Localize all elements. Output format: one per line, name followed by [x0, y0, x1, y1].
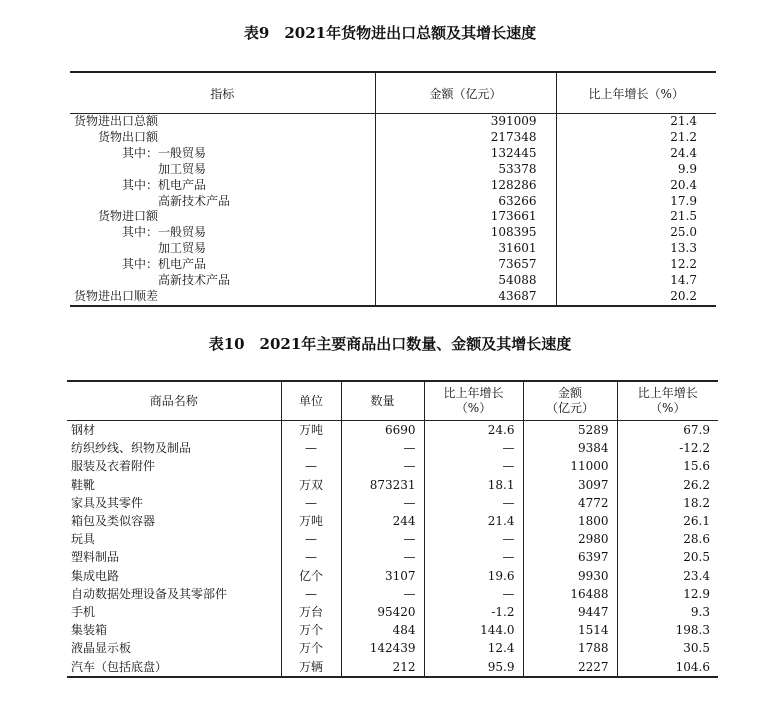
unit-cell: 万个 — [281, 639, 341, 657]
amount-cell: 73657 — [375, 257, 556, 273]
commodity-name-cell: 集装箱 — [67, 621, 281, 639]
quantity-growth-cell: 21.4 — [424, 512, 523, 530]
unit-cell: 万个 — [281, 621, 341, 639]
amount-cell: 2227 — [523, 658, 617, 677]
unit-cell: — — [281, 439, 341, 457]
quantity-growth-cell: 18.1 — [424, 476, 523, 494]
amount-cell: 16488 — [523, 585, 617, 603]
indicator-cell: 货物出口额 — [70, 130, 375, 146]
header-unit: 单位 — [281, 381, 341, 421]
quantity-cell: 212 — [341, 658, 424, 677]
unit-cell: 万台 — [281, 603, 341, 621]
quantity-growth-cell: — — [424, 585, 523, 603]
header-amount-line1: 金额 — [557, 386, 582, 400]
amount-growth-cell: 26.2 — [683, 477, 710, 492]
growth-cell: 24.4 — [670, 145, 697, 160]
table-row — [70, 225, 716, 241]
quantity-cell: 484 — [341, 621, 424, 639]
commodity-name-cell: 塑料制品 — [67, 548, 281, 566]
header-commodity-name: 商品名称 — [67, 381, 281, 421]
commodity-name-cell: 鞋靴 — [67, 476, 281, 494]
table-row — [70, 241, 716, 257]
indicator-cell: 货物进出口顺差 — [70, 289, 375, 306]
table-row — [70, 257, 716, 273]
growth-cell: 21.4 — [670, 114, 697, 128]
amount-cell: 6397 — [523, 548, 617, 566]
table-row — [67, 621, 718, 639]
amount-cell: 1800 — [523, 512, 617, 530]
unit-cell: — — [281, 457, 341, 475]
table-row — [70, 194, 716, 210]
amount-growth-cell: 15.6 — [683, 459, 710, 474]
table-row — [67, 530, 718, 548]
header-quantity: 数量 — [341, 381, 424, 421]
quantity-growth-cell: 24.6 — [424, 421, 523, 440]
header-quantity-growth-line1: 比上年增长 — [443, 386, 504, 400]
amount-growth-cell: 67.9 — [683, 423, 710, 437]
quantity-cell: — — [341, 530, 424, 548]
quantity-cell: 142439 — [341, 639, 424, 657]
quantity-growth-cell: 19.6 — [424, 567, 523, 585]
quantity-cell: — — [341, 585, 424, 603]
indicator-cell: 高新技术产品 — [70, 273, 375, 289]
growth-cell: 14.7 — [670, 273, 697, 288]
amount-growth-cell: -12.2 — [679, 441, 710, 456]
header-indicator: 指标 — [70, 72, 375, 114]
amount-cell: 63266 — [375, 194, 556, 210]
indicator-cell: 其中：机电产品 — [70, 257, 375, 273]
amount-cell: 43687 — [375, 289, 556, 306]
indicator-cell: 加工贸易 — [70, 241, 375, 257]
quantity-growth-cell: — — [424, 494, 523, 512]
quantity-growth-cell: 144.0 — [424, 621, 523, 639]
quantity-cell: 244 — [341, 512, 424, 530]
amount-cell: 217348 — [375, 130, 556, 146]
amount-growth-cell: 198.3 — [675, 623, 710, 638]
quantity-cell: 95420 — [341, 603, 424, 621]
header-amount-line2: （亿元） — [545, 401, 594, 415]
indicator-cell: 其中：机电产品 — [70, 178, 375, 194]
amount-cell: 108395 — [375, 225, 556, 241]
amount-cell: 3097 — [523, 476, 617, 494]
header-quantity-growth — [424, 381, 523, 421]
quantity-cell: 3107 — [341, 567, 424, 585]
growth-cell: 17.9 — [670, 193, 697, 208]
amount-cell: 53378 — [375, 162, 556, 178]
quantity-cell: — — [341, 494, 424, 512]
commodity-name-cell: 钢材 — [67, 421, 281, 440]
growth-cell: 9.9 — [677, 161, 697, 176]
table-row — [67, 476, 718, 494]
amount-cell: 391009 — [375, 114, 556, 130]
commodity-name-cell: 箱包及类似容器 — [67, 512, 281, 530]
amount-growth-cell: 12.9 — [683, 586, 710, 601]
commodity-name-cell: 纺织纱线、织物及制品 — [67, 439, 281, 457]
header-quantity-growth-line2: （%） — [455, 401, 492, 415]
unit-cell: — — [281, 548, 341, 566]
commodity-name-cell: 家具及其零件 — [67, 494, 281, 512]
amount-growth-cell: 20.5 — [683, 550, 710, 565]
growth-cell: 20.2 — [670, 288, 697, 303]
amount-growth-cell: 30.5 — [683, 641, 710, 656]
amount-cell: 5289 — [523, 421, 617, 440]
amount-cell: 9384 — [523, 439, 617, 457]
table-row — [70, 114, 716, 130]
amount-cell: 9447 — [523, 603, 617, 621]
quantity-growth-cell: 12.4 — [424, 639, 523, 657]
amount-cell: 54088 — [375, 273, 556, 289]
quantity-growth-cell: -1.2 — [424, 603, 523, 621]
commodity-name-cell: 手机 — [67, 603, 281, 621]
header-amount-growth — [617, 381, 718, 421]
table-row — [70, 178, 716, 194]
table-row — [67, 548, 718, 566]
quantity-growth-cell: — — [424, 548, 523, 566]
table-row — [67, 421, 718, 440]
growth-cell: 20.4 — [670, 177, 697, 192]
table-row — [67, 603, 718, 621]
table-row — [70, 146, 716, 162]
commodity-name-cell: 自动数据处理设备及其零部件 — [67, 585, 281, 603]
quantity-cell: — — [341, 439, 424, 457]
amount-growth-cell: 28.6 — [683, 532, 710, 547]
table-row — [67, 639, 718, 657]
main-commodity-export-table — [67, 380, 718, 678]
growth-cell: 13.3 — [670, 241, 697, 256]
indicator-cell: 高新技术产品 — [70, 194, 375, 210]
amount-cell: 4772 — [523, 494, 617, 512]
table-row — [70, 162, 716, 178]
table-row — [67, 494, 718, 512]
amount-cell: 128286 — [375, 178, 556, 194]
commodity-name-cell: 液晶显示板 — [67, 639, 281, 657]
growth-cell: 12.2 — [670, 257, 697, 272]
header-amount-growth-line2: （%） — [650, 401, 686, 415]
unit-cell: 万吨 — [281, 512, 341, 530]
unit-cell: — — [281, 585, 341, 603]
quantity-growth-cell: 95.9 — [424, 658, 523, 677]
table-row — [70, 209, 716, 225]
header-amount — [523, 381, 617, 421]
quantity-cell: — — [341, 548, 424, 566]
commodity-name-cell: 汽车（包括底盘） — [67, 658, 281, 677]
amount-growth-cell: 26.1 — [683, 514, 710, 529]
table-row — [67, 658, 718, 677]
quantity-growth-cell: — — [424, 439, 523, 457]
goods-trade-table — [70, 71, 716, 307]
indicator-cell: 其中：一般贸易 — [70, 225, 375, 241]
table10-title: 表10 2021年主要商品出口数量、金额及其增长速度 — [208, 335, 572, 353]
amount-growth-cell: 23.4 — [683, 568, 710, 583]
amount-cell: 11000 — [523, 457, 617, 475]
amount-growth-cell: 104.6 — [675, 659, 710, 674]
commodity-name-cell: 玩具 — [67, 530, 281, 548]
table-row — [67, 567, 718, 585]
indicator-cell: 其中：一般贸易 — [70, 146, 375, 162]
quantity-growth-cell: — — [424, 530, 523, 548]
indicator-cell: 加工贸易 — [70, 162, 375, 178]
indicator-cell: 货物进出口总额 — [70, 114, 375, 130]
header-amount: 金额（亿元） — [375, 72, 556, 114]
amount-cell: 2980 — [523, 530, 617, 548]
table-row — [70, 273, 716, 289]
indicator-cell: 货物进口额 — [70, 209, 375, 225]
unit-cell: — — [281, 530, 341, 548]
table-row — [67, 439, 718, 457]
table-row — [67, 585, 718, 603]
quantity-cell: — — [341, 457, 424, 475]
commodity-name-cell: 集成电路 — [67, 567, 281, 585]
unit-cell: 万双 — [281, 476, 341, 494]
amount-cell: 173661 — [375, 209, 556, 225]
growth-cell: 21.5 — [670, 209, 697, 224]
unit-cell: 万吨 — [281, 421, 341, 440]
growth-cell: 25.0 — [670, 225, 697, 240]
amount-cell: 1788 — [523, 639, 617, 657]
header-growth: 比上年增长（%） — [556, 72, 716, 114]
amount-cell: 1514 — [523, 621, 617, 639]
unit-cell: 亿个 — [281, 567, 341, 585]
amount-cell: 9930 — [523, 567, 617, 585]
table-header-row — [67, 381, 718, 421]
table9-title: 表9 2021年货物进出口总额及其增长速度 — [243, 24, 537, 42]
amount-cell: 132445 — [375, 146, 556, 162]
table-row — [67, 512, 718, 530]
amount-growth-cell: 9.3 — [690, 605, 710, 620]
commodity-name-cell: 服装及衣着附件 — [67, 457, 281, 475]
unit-cell: 万辆 — [281, 658, 341, 677]
amount-cell: 31601 — [375, 241, 556, 257]
table-header-row — [70, 72, 716, 114]
header-amount-growth-line1: 比上年增长 — [637, 386, 698, 400]
growth-cell: 21.2 — [670, 129, 697, 144]
quantity-growth-cell: — — [424, 457, 523, 475]
table-row — [70, 289, 716, 306]
quantity-cell: 873231 — [341, 476, 424, 494]
amount-growth-cell: 18.2 — [683, 495, 710, 510]
table-row — [70, 130, 716, 146]
table-row — [67, 457, 718, 475]
unit-cell: — — [281, 494, 341, 512]
quantity-cell: 6690 — [341, 421, 424, 440]
